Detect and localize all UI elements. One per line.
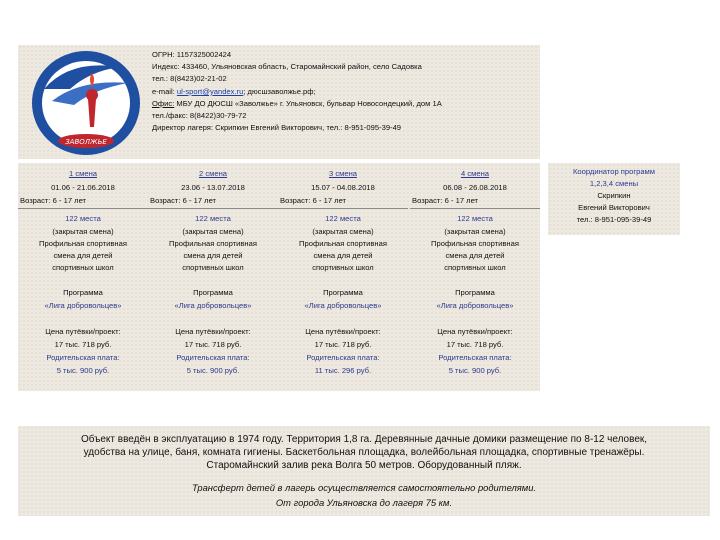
description-line: Объект введён в эксплуатацию в 1974 году. Территория 1,8 га. Деревянные дачные домики размещение по 8-12 человек, (80, 434, 648, 445)
shift-desc: Профильная спортивная (431, 239, 519, 248)
shift-price-label: Цена путёвки/проект: (45, 327, 121, 336)
shift-program: Программа (455, 288, 495, 297)
divider (410, 208, 540, 209)
shift-title: 2 смена (199, 169, 227, 178)
shift-column (18, 163, 148, 391)
director-text: Директор лагеря: Скрипкин Евгений Викторович, тел.: 8-951-095-39-49 (152, 123, 402, 133)
shift-program: Программа (323, 288, 363, 297)
shift-title: 3 смена (329, 169, 357, 178)
shift-parent-label: Родительская плата: (176, 353, 250, 362)
shift-price: 17 тыс. 718 руб. (184, 340, 242, 349)
ogrn-text: ОГРН: 1157325002424 (152, 50, 232, 59)
coordinator-name: Евгений Викторович (578, 203, 650, 212)
shift-price-label: Цена путёвки/проект: (437, 327, 513, 336)
coordinator-phone: тел.: 8-951-095-39-49 (576, 215, 652, 224)
shift-column (410, 163, 540, 391)
coordinator-surname: Скрипкин (597, 191, 631, 200)
shift-dates: 15.07 - 04.08.2018 (311, 183, 375, 192)
shift-title: 1 смена (69, 169, 97, 178)
shift-desc: спортивных школ (312, 263, 374, 272)
shift-dates: 06.08 - 26.08.2018 (443, 183, 507, 192)
shift-parent-fee: 5 тыс. 900 руб. (448, 366, 502, 375)
shift-parent-label: Родительская плата: (306, 353, 380, 362)
fax-text: тел./факс: 8(8422)30-79-72 (152, 111, 247, 121)
shift-price: 17 тыс. 718 руб. (314, 340, 372, 349)
shift-program-name: «Лига добровольцев» (436, 301, 514, 310)
shift-program-name: «Лига добровольцев» (174, 301, 252, 310)
transfer-note: Трансферт детей в лагерь осуществляется самостоятельно родителями. (191, 482, 537, 493)
description-line: удобства на улице, баня, комната гигиены. Баскетбольная площадка, волейбольная площадка, спортивные тренажёры. (83, 447, 645, 458)
email-link[interactable]: ul-sport@yandex.ru (176, 86, 244, 96)
contact-info (152, 49, 442, 134)
address-text: Индекс: 433460, Ульяновская область, Старомайнский район, село Садовка (152, 62, 422, 72)
shift-desc: смена для детей (53, 251, 113, 260)
shift-desc: (закрытая смена) (52, 227, 114, 236)
shift-places: 122 места (325, 214, 361, 223)
email-row (152, 86, 442, 98)
shift-price-label: Цена путёвки/проект: (175, 327, 251, 336)
coordinator-shifts: 1,2,3,4 смены (589, 179, 639, 188)
divider (18, 208, 148, 209)
shift-desc: спортивных школ (182, 263, 244, 272)
coordinator-title: Координатор программ (572, 167, 655, 176)
shift-places: 122 места (65, 214, 101, 223)
camp-logo (30, 49, 142, 157)
shift-parent-fee: 5 тыс. 900 руб. (56, 366, 110, 375)
shift-desc: Профильная спортивная (169, 239, 257, 248)
divider (148, 208, 278, 209)
shift-column (278, 163, 408, 391)
shift-program: Программа (63, 288, 103, 297)
logo-text: ЗАВОЛЖЬЕ (65, 138, 107, 146)
shift-desc: (закрытая смена) (182, 227, 244, 236)
shift-age: Возраст: 6 - 17 лет (280, 196, 347, 205)
shift-desc: смена для детей (445, 251, 505, 260)
shifts-table (18, 163, 540, 391)
description-line: Старомайнский залив река Волга 50 метров. Оборудованный пляж. (206, 460, 522, 471)
shift-desc: смена для детей (183, 251, 243, 260)
divider (278, 208, 408, 209)
shift-age: Возраст: 6 - 17 лет (150, 196, 217, 205)
shift-program-name: «Лига добровольцев» (304, 301, 382, 310)
shift-price: 17 тыс. 718 руб. (446, 340, 504, 349)
shift-program-name: «Лига добровольцев» (44, 301, 122, 310)
phone-text: тел.: 8(8423)02-21-02 (152, 74, 227, 84)
shift-desc: спортивных школ (444, 263, 506, 272)
shift-parent-fee: 11 тыс. 296 руб. (314, 366, 372, 375)
shift-dates: 23.06 - 13.07.2018 (181, 183, 245, 192)
shift-desc: смена для детей (313, 251, 373, 260)
shift-desc: спортивных школ (52, 263, 114, 272)
shift-desc: Профильная спортивная (299, 239, 387, 248)
shift-places: 122 места (457, 214, 493, 223)
shift-age: Возраст: 6 - 17 лет (412, 196, 479, 205)
coordinator-box (548, 163, 680, 235)
shift-parent-fee: 5 тыс. 900 руб. (186, 366, 240, 375)
distance-note: От города Ульяновска до лагеря 75 км. (275, 497, 453, 508)
shift-desc: (закрытая смена) (444, 227, 506, 236)
office-label: Офис: (152, 98, 175, 108)
shift-price: 17 тыс. 718 руб. (54, 340, 112, 349)
shift-column (148, 163, 278, 391)
shift-program: Программа (193, 288, 233, 297)
shift-dates: 01.06 - 21.06.2018 (51, 183, 115, 192)
description-footer (18, 426, 710, 516)
office-row (152, 98, 442, 110)
shift-parent-label: Родительская плата: (46, 353, 120, 362)
site-text: ; дюсшзаволжье.рф; (243, 86, 316, 96)
shift-desc: Профильная спортивная (39, 239, 127, 248)
shift-age: Возраст: 6 - 17 лет (20, 196, 87, 205)
shift-price-label: Цена путёвки/проект: (305, 327, 381, 336)
email-label: e-mail: (152, 86, 175, 96)
camp-info-header (18, 45, 540, 159)
shift-places: 122 места (195, 214, 231, 223)
shift-title: 4 смена (461, 169, 489, 178)
shift-desc: (закрытая смена) (312, 227, 374, 236)
office-text: МБУ ДО ДЮСШ «Заволжье» г. Ульяновск, бульвар Новосондецкий, дом 1А (174, 98, 442, 108)
shift-parent-label: Родительская плата: (438, 353, 512, 362)
